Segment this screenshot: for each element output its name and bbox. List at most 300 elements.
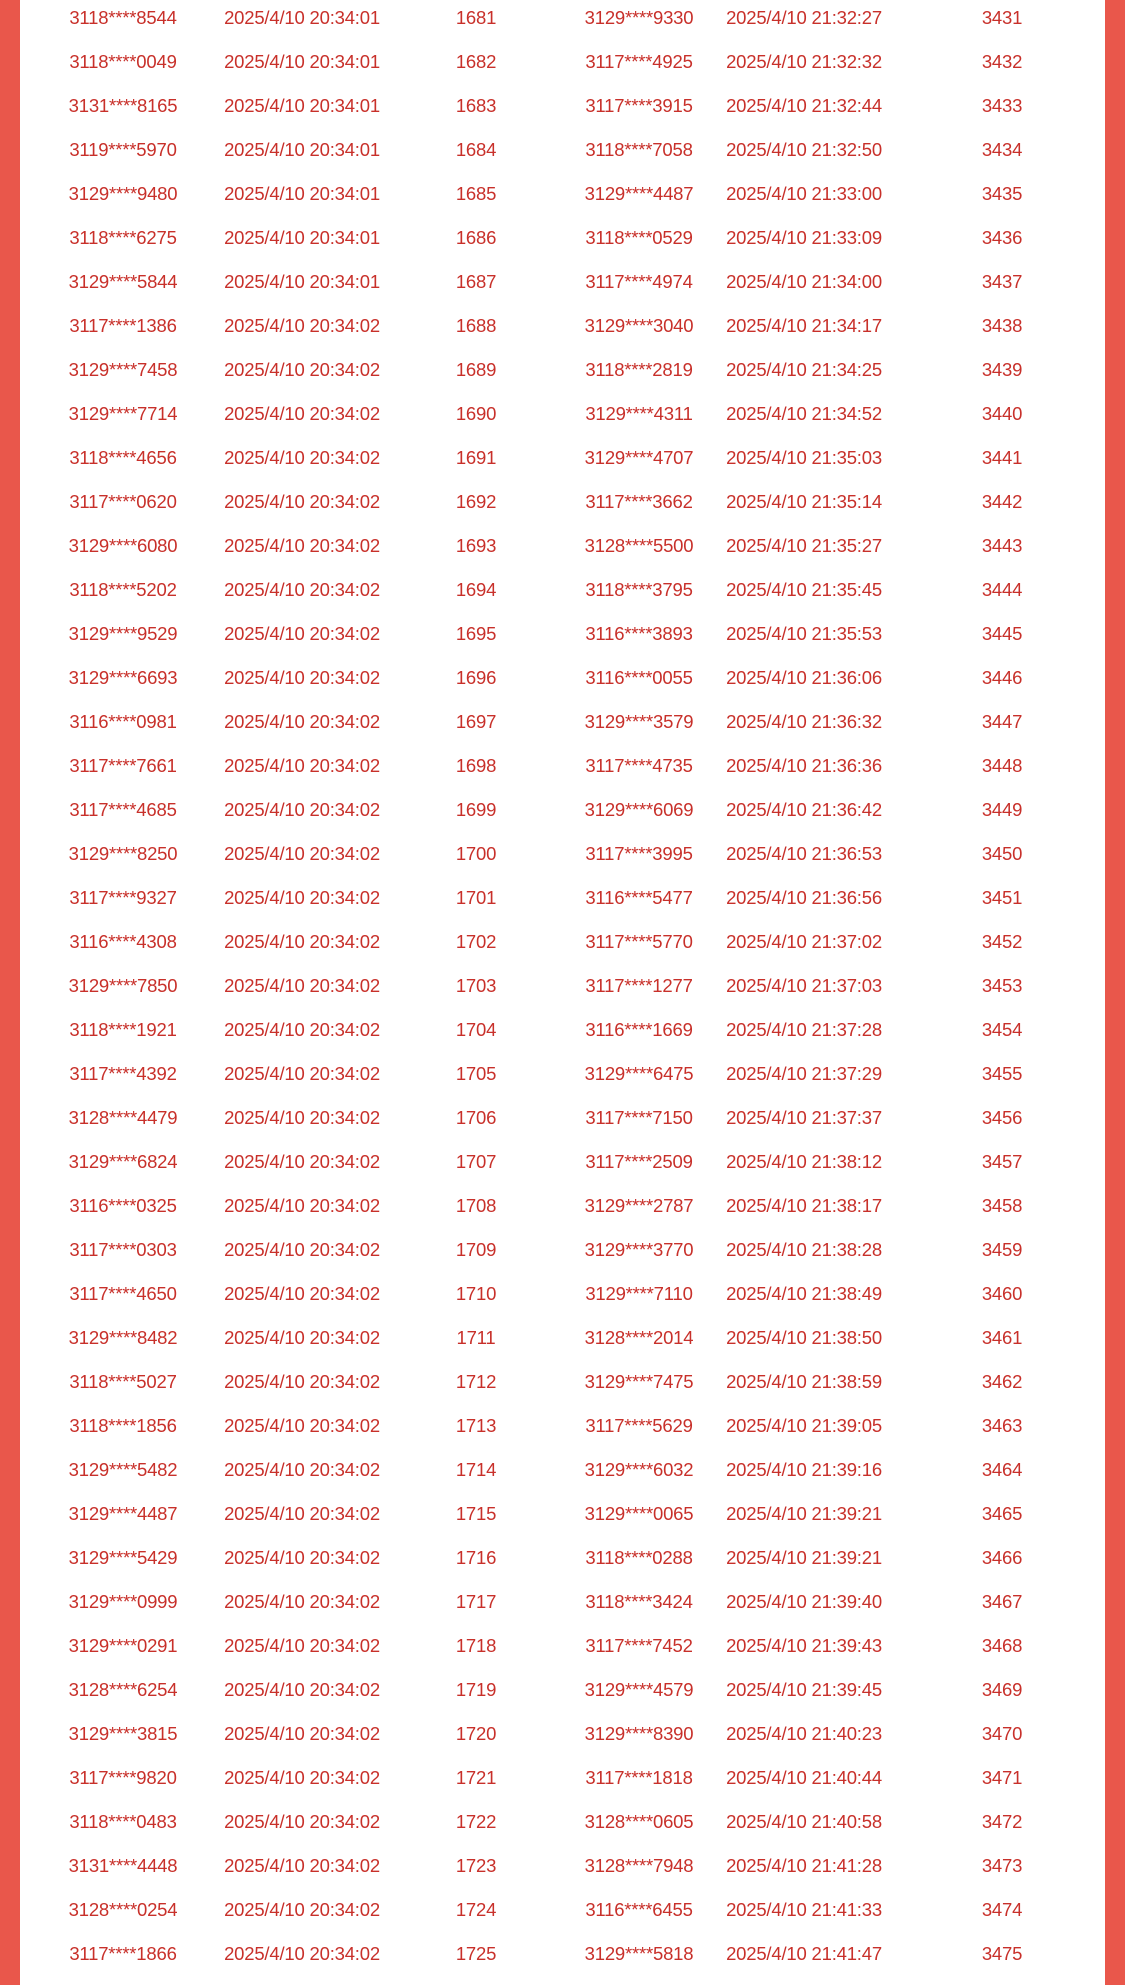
time-right: 2025/4/10 21:34:00 (726, 271, 882, 292)
time-right: 2025/4/10 21:38:12 (726, 1151, 882, 1172)
rank-left: 1684 (455, 139, 497, 160)
table-row (20, 220, 1105, 264)
account-id-left: 3129****6080 (68, 535, 178, 556)
rank-right: 3458 (981, 1195, 1023, 1216)
table-row (20, 44, 1105, 88)
table-row (20, 1144, 1105, 1188)
account-id-left: 3118****5202 (69, 579, 177, 600)
rank-left: 1704 (455, 1019, 497, 1040)
time-left: 2025/4/10 20:34:01 (224, 51, 380, 72)
table-row (20, 968, 1105, 1012)
rank-left: 1722 (455, 1811, 497, 1832)
rank-left: 1686 (455, 227, 497, 248)
time-right: 2025/4/10 21:39:40 (726, 1591, 882, 1612)
time-left: 2025/4/10 20:34:02 (224, 755, 380, 776)
time-left: 2025/4/10 20:34:02 (224, 1415, 380, 1436)
time-left: 2025/4/10 20:34:02 (224, 1899, 380, 1920)
table-row (20, 1056, 1105, 1100)
time-left: 2025/4/10 20:34:02 (224, 1547, 380, 1568)
time-right: 2025/4/10 21:36:06 (726, 667, 882, 688)
rank-right: 3473 (981, 1855, 1023, 1876)
account-id-right: 3116****6455 (585, 1899, 693, 1920)
rank-left: 1723 (455, 1855, 497, 1876)
table-row (20, 1672, 1105, 1716)
rank-right: 3443 (981, 535, 1023, 556)
account-id-left: 3129****5844 (68, 271, 178, 292)
time-left: 2025/4/10 20:34:02 (224, 1283, 380, 1304)
rank-left: 1687 (455, 271, 497, 292)
rank-left: 1709 (455, 1239, 497, 1260)
time-right: 2025/4/10 21:37:37 (726, 1107, 882, 1128)
rank-left: 1699 (455, 799, 497, 820)
time-left: 2025/4/10 20:34:02 (224, 1019, 380, 1040)
account-id-right: 3116****1669 (585, 1019, 693, 1040)
account-id-right: 3129****6475 (584, 1063, 694, 1084)
account-id-right: 3128****0605 (584, 1811, 694, 1832)
rank-left: 1691 (455, 447, 497, 468)
rank-right: 3444 (981, 579, 1023, 600)
rank-right: 3450 (981, 843, 1023, 864)
rank-right: 3465 (981, 1503, 1023, 1524)
time-left: 2025/4/10 20:34:02 (224, 579, 380, 600)
account-id-left: 3116****0325 (69, 1195, 177, 1216)
time-left: 2025/4/10 20:34:02 (224, 1503, 380, 1524)
account-id-left: 3129****5482 (68, 1459, 178, 1480)
account-id-left: 3129****6693 (68, 667, 178, 688)
rank-left: 1705 (455, 1063, 497, 1084)
table-row (20, 352, 1105, 396)
account-id-left: 3129****7714 (68, 403, 178, 424)
rank-left: 1721 (455, 1767, 497, 1788)
time-right: 2025/4/10 21:39:43 (726, 1635, 882, 1656)
time-left: 2025/4/10 20:34:02 (224, 447, 380, 468)
rank-right: 3447 (981, 711, 1023, 732)
rank-left: 1719 (455, 1679, 497, 1700)
account-id-right: 3129****3579 (584, 711, 694, 732)
rank-left: 1720 (455, 1723, 497, 1744)
time-right: 2025/4/10 21:33:09 (726, 227, 882, 248)
rank-left: 1681 (455, 7, 497, 28)
rank-left: 1715 (455, 1503, 497, 1524)
time-right: 2025/4/10 21:39:05 (726, 1415, 882, 1436)
time-right: 2025/4/10 21:34:25 (726, 359, 882, 380)
time-right: 2025/4/10 21:41:33 (726, 1899, 882, 1920)
rank-right: 3456 (981, 1107, 1023, 1128)
rank-right: 3438 (981, 315, 1023, 336)
table-row (20, 1540, 1105, 1584)
account-id-left: 3117****0620 (69, 491, 177, 512)
time-right: 2025/4/10 21:38:28 (726, 1239, 882, 1260)
table-row (20, 880, 1105, 924)
table-row (20, 616, 1105, 660)
time-right: 2025/4/10 21:34:17 (726, 315, 882, 336)
time-left: 2025/4/10 20:34:02 (224, 1591, 380, 1612)
rank-left: 1716 (455, 1547, 497, 1568)
table-row (20, 748, 1105, 792)
table-row (20, 1716, 1105, 1760)
time-right: 2025/4/10 21:38:59 (726, 1371, 882, 1392)
time-right: 2025/4/10 21:39:45 (726, 1679, 882, 1700)
account-id-right: 3117****3662 (585, 491, 693, 512)
account-id-right: 3129****3040 (584, 315, 694, 336)
account-id-left: 3129****9480 (68, 183, 178, 204)
account-id-right: 3129****4579 (584, 1679, 694, 1700)
time-left: 2025/4/10 20:34:02 (224, 1459, 380, 1480)
table-row (20, 792, 1105, 836)
table-row (20, 528, 1105, 572)
rank-left: 1711 (456, 1327, 496, 1348)
account-id-right: 3129****9330 (584, 7, 694, 28)
account-id-right: 3117****4974 (585, 271, 693, 292)
account-id-right: 3129****5818 (584, 1943, 694, 1964)
time-right: 2025/4/10 21:37:03 (726, 975, 882, 996)
time-left: 2025/4/10 20:34:02 (224, 1943, 380, 1964)
winner-table (20, 0, 1105, 1980)
rank-left: 1689 (455, 359, 497, 380)
rank-right: 3440 (981, 403, 1023, 424)
time-right: 2025/4/10 21:39:21 (726, 1547, 882, 1568)
account-id-left: 3117****9327 (69, 887, 177, 908)
time-left: 2025/4/10 20:34:02 (224, 887, 380, 908)
rank-left: 1694 (455, 579, 497, 600)
rank-right: 3462 (981, 1371, 1023, 1392)
rank-left: 1685 (455, 183, 497, 204)
table-row (20, 660, 1105, 704)
table-row (20, 1452, 1105, 1496)
account-id-left: 3129****0999 (68, 1591, 178, 1612)
time-right: 2025/4/10 21:39:16 (726, 1459, 882, 1480)
time-right: 2025/4/10 21:37:02 (726, 931, 882, 952)
time-left: 2025/4/10 20:34:02 (224, 1371, 380, 1392)
account-id-right: 3116****3893 (585, 623, 693, 644)
time-right: 2025/4/10 21:41:28 (726, 1855, 882, 1876)
time-left: 2025/4/10 20:34:01 (224, 227, 380, 248)
rank-right: 3469 (981, 1679, 1023, 1700)
account-id-left: 3118****1921 (69, 1019, 177, 1040)
rank-left: 1712 (455, 1371, 497, 1392)
table-row (20, 572, 1105, 616)
account-id-right: 3116****5477 (585, 887, 693, 908)
time-left: 2025/4/10 20:34:02 (224, 1195, 380, 1216)
rank-right: 3463 (981, 1415, 1023, 1436)
time-right: 2025/4/10 21:36:56 (726, 887, 882, 908)
time-right: 2025/4/10 21:35:27 (726, 535, 882, 556)
account-id-left: 3128****0254 (68, 1899, 178, 1920)
table-row (20, 1584, 1105, 1628)
table-row (20, 1496, 1105, 1540)
table-row (20, 1892, 1105, 1936)
rank-right: 3451 (981, 887, 1023, 908)
time-right: 2025/4/10 21:41:47 (726, 1943, 882, 1964)
rank-left: 1725 (455, 1943, 497, 1964)
rank-right: 3460 (981, 1283, 1023, 1304)
table-row (20, 924, 1105, 968)
table-row (20, 484, 1105, 528)
account-id-left: 3129****8482 (68, 1327, 178, 1348)
account-id-left: 3129****5429 (68, 1547, 178, 1568)
rank-right: 3449 (981, 799, 1023, 820)
account-id-right: 3118****2819 (585, 359, 693, 380)
time-left: 2025/4/10 20:34:02 (224, 975, 380, 996)
table-row (20, 704, 1105, 748)
account-id-right: 3129****2787 (584, 1195, 694, 1216)
account-id-left: 3116****0981 (69, 711, 177, 732)
time-left: 2025/4/10 20:34:02 (224, 1679, 380, 1700)
time-right: 2025/4/10 21:36:36 (726, 755, 882, 776)
rank-right: 3457 (981, 1151, 1023, 1172)
account-id-right: 3128****7948 (584, 1855, 694, 1876)
time-right: 2025/4/10 21:35:14 (726, 491, 882, 512)
rank-left: 1693 (455, 535, 497, 556)
rank-left: 1690 (455, 403, 497, 424)
account-id-right: 3129****6069 (584, 799, 694, 820)
table-row (20, 1760, 1105, 1804)
account-id-right: 3117****4925 (585, 51, 693, 72)
account-id-left: 3128****6254 (68, 1679, 178, 1700)
rank-right: 3435 (981, 183, 1023, 204)
table-row (20, 1188, 1105, 1232)
account-id-right: 3116****0055 (585, 667, 693, 688)
account-id-right: 3117****3995 (585, 843, 693, 864)
table-row (20, 1628, 1105, 1672)
account-id-right: 3129****8390 (584, 1723, 694, 1744)
account-id-right: 3128****2014 (584, 1327, 694, 1348)
time-right: 2025/4/10 21:36:53 (726, 843, 882, 864)
time-right: 2025/4/10 21:32:27 (726, 7, 882, 28)
rank-left: 1706 (455, 1107, 497, 1128)
time-left: 2025/4/10 20:34:01 (224, 95, 380, 116)
account-id-left: 3117****4685 (69, 799, 177, 820)
time-left: 2025/4/10 20:34:01 (224, 139, 380, 160)
table-row (20, 132, 1105, 176)
account-id-left: 3128****4479 (68, 1107, 178, 1128)
account-id-left: 3117****0303 (69, 1239, 177, 1260)
account-id-left: 3118****8544 (69, 7, 177, 28)
account-id-right: 3117****7150 (585, 1107, 693, 1128)
rank-right: 3448 (981, 755, 1023, 776)
account-id-left: 3129****7850 (68, 975, 178, 996)
time-left: 2025/4/10 20:34:02 (224, 711, 380, 732)
rank-left: 1695 (455, 623, 497, 644)
time-right: 2025/4/10 21:32:44 (726, 95, 882, 116)
time-left: 2025/4/10 20:34:02 (224, 1635, 380, 1656)
results-sheet (20, 0, 1105, 1985)
time-right: 2025/4/10 21:35:03 (726, 447, 882, 468)
time-left: 2025/4/10 20:34:02 (224, 623, 380, 644)
time-left: 2025/4/10 20:34:02 (224, 1063, 380, 1084)
account-id-right: 3118****7058 (585, 139, 693, 160)
rank-right: 3467 (981, 1591, 1023, 1612)
account-id-left: 3129****6824 (68, 1151, 178, 1172)
time-right: 2025/4/10 21:38:50 (726, 1327, 882, 1348)
time-left: 2025/4/10 20:34:02 (224, 359, 380, 380)
rank-right: 3439 (981, 359, 1023, 380)
table-row (20, 0, 1105, 44)
account-id-left: 3131****8165 (68, 95, 178, 116)
rank-right: 3436 (981, 227, 1023, 248)
account-id-left: 3131****4448 (68, 1855, 178, 1876)
account-id-left: 3118****0483 (69, 1811, 177, 1832)
time-left: 2025/4/10 20:34:02 (224, 1239, 380, 1260)
rank-right: 3459 (981, 1239, 1023, 1260)
account-id-left: 3119****5970 (69, 139, 177, 160)
time-right: 2025/4/10 21:40:23 (726, 1723, 882, 1744)
time-left: 2025/4/10 20:34:02 (224, 1327, 380, 1348)
rank-right: 3445 (981, 623, 1023, 644)
table-row (20, 1936, 1105, 1980)
time-left: 2025/4/10 20:34:02 (224, 535, 380, 556)
time-left: 2025/4/10 20:34:02 (224, 1855, 380, 1876)
account-id-left: 3118****4656 (69, 447, 177, 468)
account-id-right: 3118****0288 (585, 1547, 693, 1568)
time-right: 2025/4/10 21:33:00 (726, 183, 882, 204)
account-id-left: 3118****5027 (69, 1371, 177, 1392)
rank-left: 1688 (455, 315, 497, 336)
rank-right: 3464 (981, 1459, 1023, 1480)
account-id-right: 3129****3770 (584, 1239, 694, 1260)
account-id-left: 3116****4308 (69, 931, 177, 952)
account-id-right: 3117****5770 (585, 931, 693, 952)
rank-left: 1707 (455, 1151, 497, 1172)
account-id-left: 3129****4487 (68, 1503, 178, 1524)
rank-left: 1713 (455, 1415, 497, 1436)
table-row (20, 440, 1105, 484)
account-id-left: 3117****1386 (69, 315, 177, 336)
time-left: 2025/4/10 20:34:02 (224, 1151, 380, 1172)
rank-right: 3474 (981, 1899, 1023, 1920)
time-right: 2025/4/10 21:38:17 (726, 1195, 882, 1216)
account-id-right: 3129****7110 (585, 1283, 693, 1304)
table-row (20, 1276, 1105, 1320)
rank-right: 3455 (981, 1063, 1023, 1084)
table-row (20, 308, 1105, 352)
rank-left: 1700 (455, 843, 497, 864)
rank-right: 3468 (981, 1635, 1023, 1656)
time-left: 2025/4/10 20:34:02 (224, 1767, 380, 1788)
time-left: 2025/4/10 20:34:01 (224, 183, 380, 204)
account-id-right: 3117****5629 (585, 1415, 693, 1436)
rank-left: 1708 (455, 1195, 497, 1216)
time-right: 2025/4/10 21:39:21 (726, 1503, 882, 1524)
rank-left: 1701 (455, 887, 497, 908)
account-id-left: 3117****1866 (69, 1943, 177, 1964)
rank-right: 3441 (981, 447, 1023, 468)
time-left: 2025/4/10 20:34:02 (224, 315, 380, 336)
time-left: 2025/4/10 20:34:02 (224, 403, 380, 424)
time-right: 2025/4/10 21:38:49 (726, 1283, 882, 1304)
account-id-left: 3129****0291 (68, 1635, 178, 1656)
account-id-right: 3117****3915 (585, 95, 693, 116)
time-right: 2025/4/10 21:32:50 (726, 139, 882, 160)
rank-left: 1698 (455, 755, 497, 776)
time-right: 2025/4/10 21:40:58 (726, 1811, 882, 1832)
account-id-left: 3117****4650 (69, 1283, 177, 1304)
time-right: 2025/4/10 21:34:52 (726, 403, 882, 424)
rank-right: 3471 (981, 1767, 1023, 1788)
rank-left: 1683 (455, 95, 497, 116)
table-row (20, 1848, 1105, 1892)
time-right: 2025/4/10 21:36:42 (726, 799, 882, 820)
rank-left: 1714 (455, 1459, 497, 1480)
rank-right: 3472 (981, 1811, 1023, 1832)
rank-left: 1703 (455, 975, 497, 996)
account-id-left: 3129****8250 (68, 843, 178, 864)
account-id-right: 3118****3424 (585, 1591, 693, 1612)
account-id-right: 3129****4487 (584, 183, 694, 204)
account-id-right: 3129****6032 (584, 1459, 694, 1480)
table-row (20, 264, 1105, 308)
time-left: 2025/4/10 20:34:01 (224, 271, 380, 292)
rank-right: 3453 (981, 975, 1023, 996)
table-row (20, 1804, 1105, 1848)
rank-right: 3433 (981, 95, 1023, 116)
time-right: 2025/4/10 21:36:32 (726, 711, 882, 732)
table-row (20, 1012, 1105, 1056)
rank-left: 1724 (455, 1899, 497, 1920)
time-left: 2025/4/10 20:34:02 (224, 1811, 380, 1832)
table-row (20, 396, 1105, 440)
rank-right: 3442 (981, 491, 1023, 512)
rank-right: 3466 (981, 1547, 1023, 1568)
time-left: 2025/4/10 20:34:02 (224, 667, 380, 688)
rank-right: 3446 (981, 667, 1023, 688)
table-row (20, 176, 1105, 220)
rank-right: 3470 (981, 1723, 1023, 1744)
rank-right: 3431 (981, 7, 1023, 28)
rank-right: 3454 (981, 1019, 1023, 1040)
rank-left: 1717 (455, 1591, 497, 1612)
rank-right: 3452 (981, 931, 1023, 952)
table-row (20, 1320, 1105, 1364)
rank-right: 3461 (981, 1327, 1023, 1348)
rank-left: 1692 (455, 491, 497, 512)
table-row (20, 88, 1105, 132)
time-left: 2025/4/10 20:34:02 (224, 1723, 380, 1744)
account-id-left: 3118****0049 (69, 51, 177, 72)
rank-right: 3434 (981, 139, 1023, 160)
rank-left: 1697 (455, 711, 497, 732)
time-right: 2025/4/10 21:35:53 (726, 623, 882, 644)
account-id-right: 3128****5500 (584, 535, 694, 556)
time-left: 2025/4/10 20:34:02 (224, 1107, 380, 1128)
account-id-right: 3117****4735 (585, 755, 693, 776)
account-id-right: 3117****7452 (585, 1635, 693, 1656)
table-row (20, 1364, 1105, 1408)
table-row (20, 1232, 1105, 1276)
rank-right: 3437 (981, 271, 1023, 292)
time-right: 2025/4/10 21:35:45 (726, 579, 882, 600)
account-id-left: 3117****9820 (69, 1767, 177, 1788)
account-id-right: 3117****2509 (585, 1151, 693, 1172)
rank-right: 3475 (981, 1943, 1023, 1964)
time-right: 2025/4/10 21:37:29 (726, 1063, 882, 1084)
rank-left: 1696 (455, 667, 497, 688)
time-left: 2025/4/10 20:34:02 (224, 799, 380, 820)
account-id-left: 3118****6275 (69, 227, 177, 248)
rank-left: 1710 (455, 1283, 497, 1304)
table-row (20, 1408, 1105, 1452)
rank-left: 1718 (455, 1635, 497, 1656)
account-id-right: 3129****0065 (584, 1503, 694, 1524)
time-left: 2025/4/10 20:34:02 (224, 491, 380, 512)
account-id-left: 3129****9529 (68, 623, 178, 644)
account-id-right: 3118****3795 (585, 579, 693, 600)
table-row (20, 1100, 1105, 1144)
account-id-left: 3129****3815 (68, 1723, 178, 1744)
account-id-left: 3117****4392 (69, 1063, 177, 1084)
account-id-right: 3117****1277 (585, 975, 693, 996)
rank-left: 1702 (455, 931, 497, 952)
